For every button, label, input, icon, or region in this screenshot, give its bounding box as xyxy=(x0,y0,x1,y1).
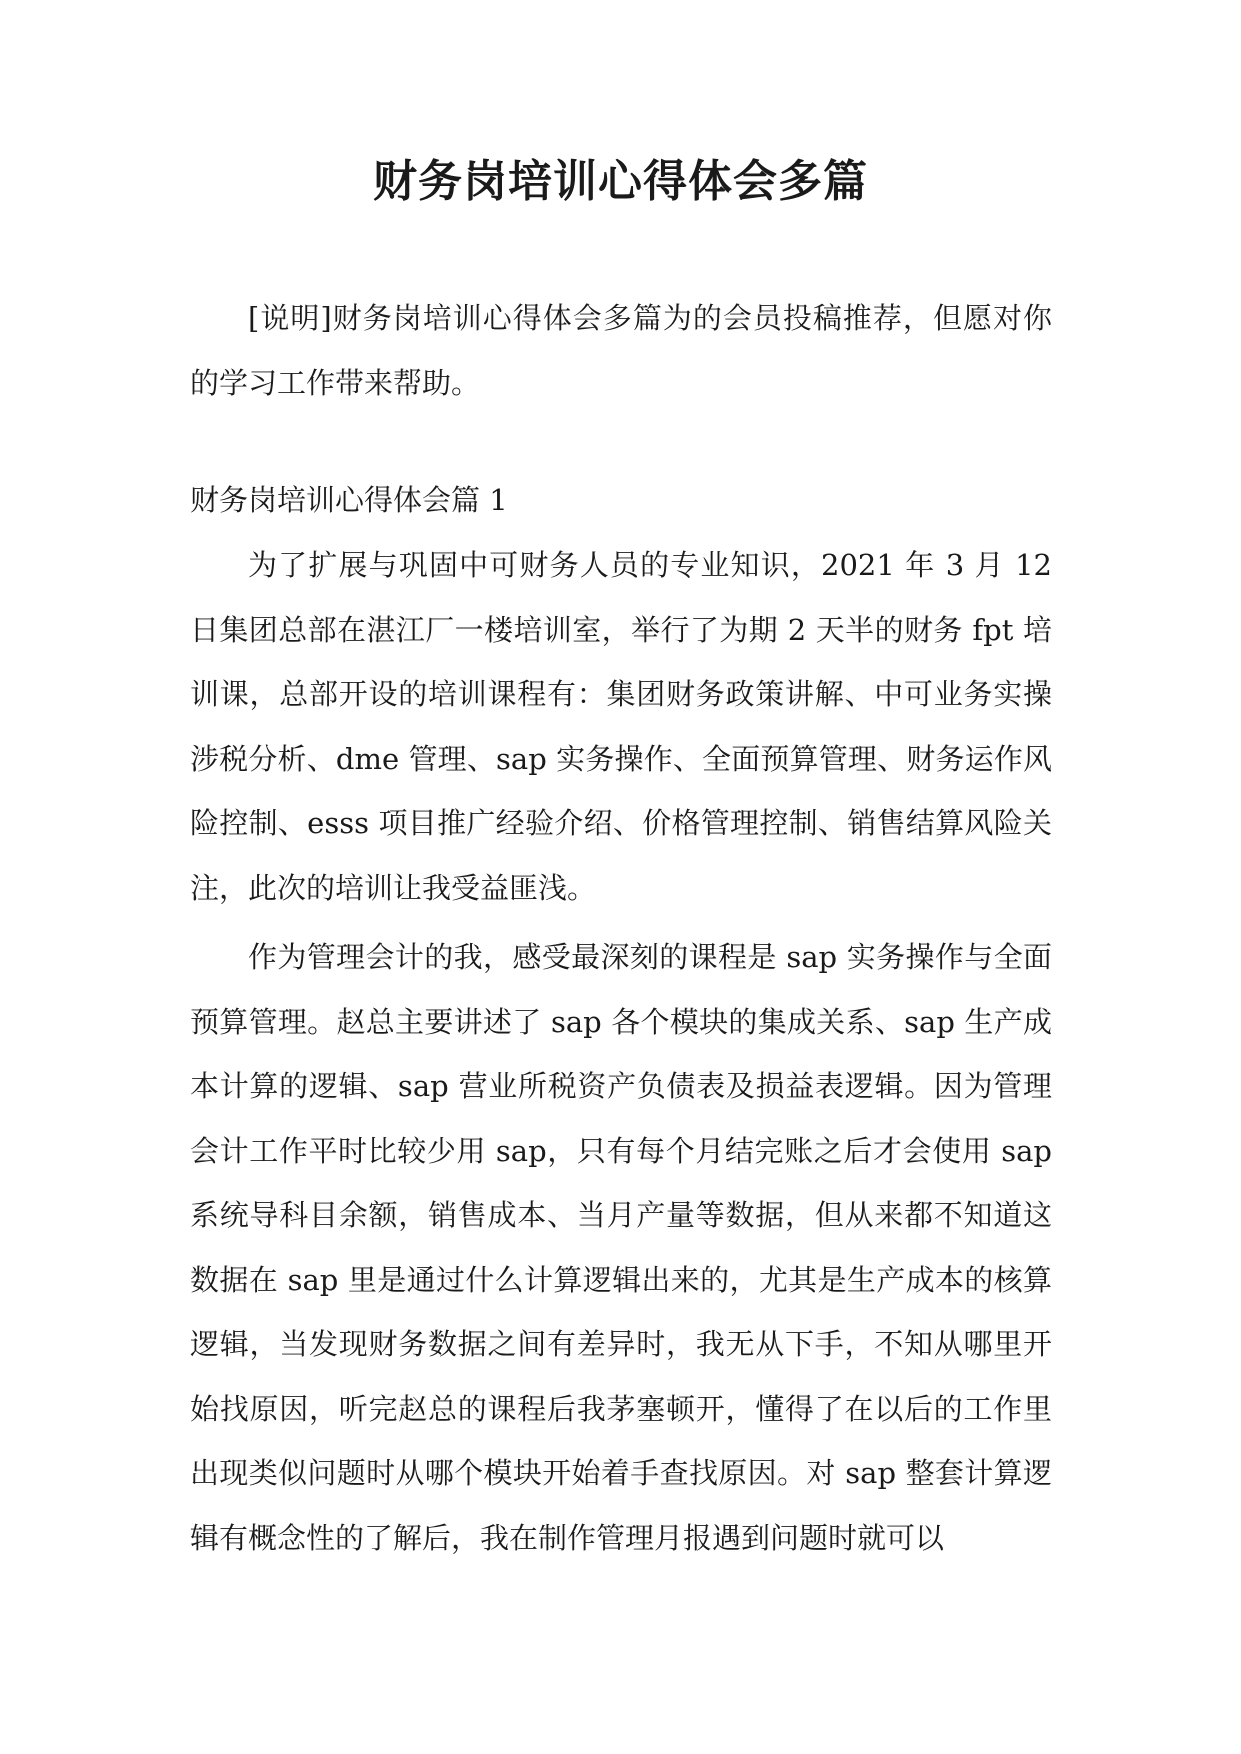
document-title: 财务岗培训心得体会多篇 xyxy=(373,156,868,207)
body-paragraph-1: 为了扩展与巩固中可财务人员的专业知识，2021 年 3 月 12 日集团总部在湛江厂一楼培训室，举行了为期 2 天半的财务 fpt 培训课，总部开设的培训课程有：集团财务政策讲解、中可业务实操涉税分析、dme 管理、sap 实务操作、全面预算管理、财务运作风险控制、esss 项目推广经验介绍、价格管理控制、销售结算风险关注，此次的培训让我受益匪浅。 xyxy=(190,548,1052,905)
body-paragraph-2: 作为管理会计的我，感受最深刻的课程是 sap 实务操作与全面预算管理。赵总主要讲述了 sap 各个模块的集成关系、sap 生产成本计算的逻辑、sap 营业所税资产负债表及损益表逻辑。因为管理会计工作平时比较少用 sap，只有每个月结完账之后才会使用 sap 系统导科目余额，销售成本、当月产量等数据，但从来都不知道这数据在 sap 里是通过什么计算逻辑出来的，尤其是生产成本的核算逻辑，当发现财务数据之间有差异时，我无从下手，不知从哪里开始找原因，听完赵总的课程后我茅塞顿开，懂得了在以后的工作里出现类似问题时从哪个模块开始着手查找原因。对 sap 整套计算逻辑有概念性的了解后，我在制作管理月报遇到问题时就可以 xyxy=(190,940,1052,1555)
section-heading: 财务岗培训心得体会篇 1 xyxy=(190,483,508,517)
intro-paragraph: [说明]财务岗培训心得体会多篇为的会员投稿推荐，但愿对你的学习工作带来帮助。 xyxy=(190,301,1052,400)
